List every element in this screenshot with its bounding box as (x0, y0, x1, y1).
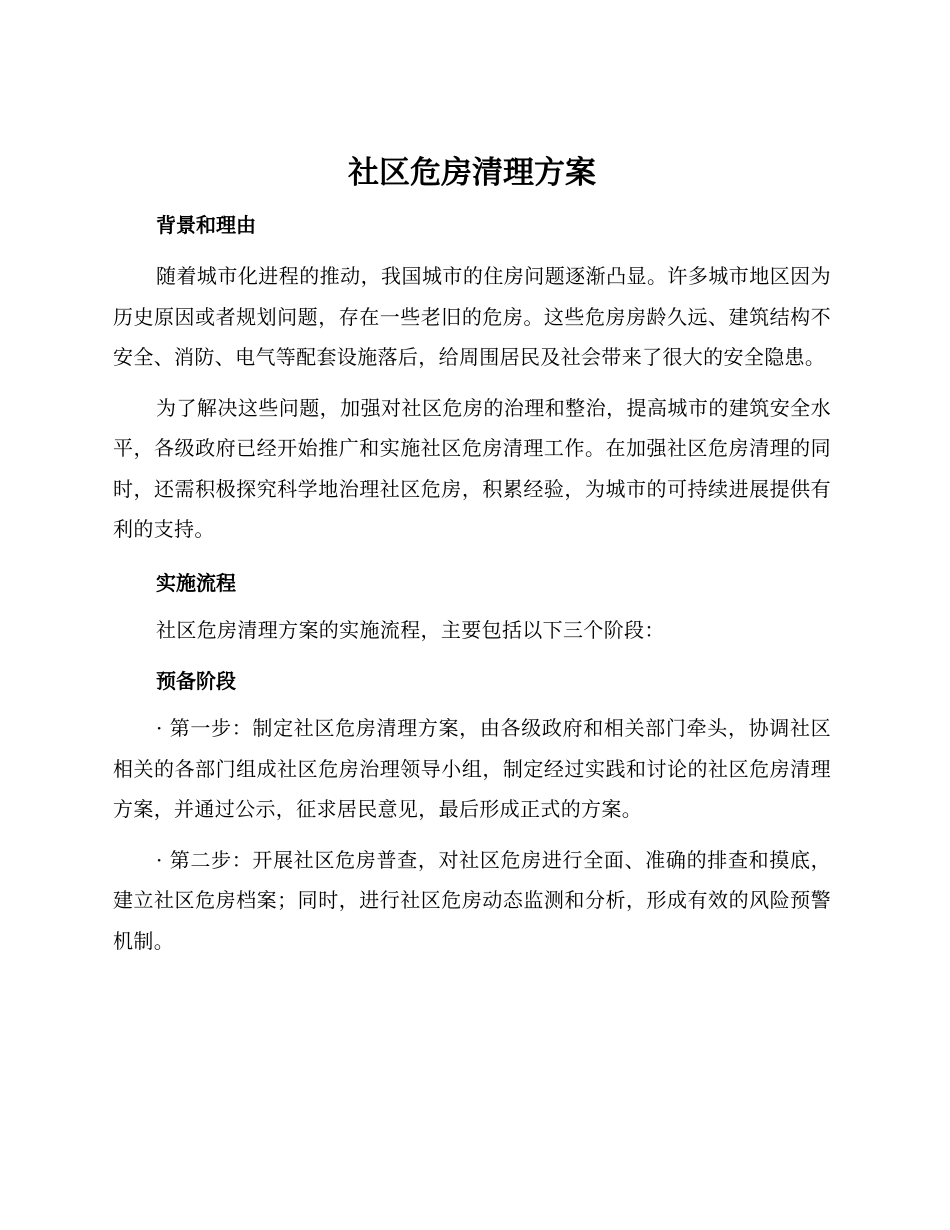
section-heading-preparation: 预备阶段 (156, 669, 236, 693)
section-heading-process: 实施流程 (156, 570, 236, 595)
section-heading-background: 背景和理由 (156, 213, 256, 237)
paragraph-background-1: 随着城市化进程的推动，我国城市的住房问题逐渐凸显。许多城市地区因为历史原因或者规划问题，存在一些老旧的危房。这些危房房龄久远、建筑结构不安全、消防、电气等配套设施落后，给周围居民及社会带来了很大的安全隐患。 (113, 264, 831, 369)
document-body (113, 148, 831, 961)
paragraph-process-intro: 社区危房清理方案的实施流程，主要包括以下三个阶段： (156, 617, 665, 642)
document-title: 社区危房清理方案 (348, 155, 596, 191)
paragraph-step-1: · 第一步：制定社区危房清理方案，由各级政府和相关部门牵头，协调社区相关的各部门组成社区危房治理领导小组，制定经过实践和讨论的社区危房清理方案，并通过公示，征求居民意见，最后形成正式的方案。 (113, 716, 831, 821)
paragraph-background-2: 为了解决这些问题，加强对社区危房的治理和整治，提高城市的建筑安全水平，各级政府已经开始推广和实施社区危房清理工作。在加强社区危房清理的同时，还需积极探究科学地治理社区危房，积累经验，为城市的可持续进展提供有利的支持。 (113, 395, 831, 541)
paragraph-step-2: · 第二步：开展社区危房普查，对社区危房进行全面、准确的排查和摸底，建立社区危房档案；同时，进行社区危房动态监测和分析，形成有效的风险预警机制。 (113, 847, 831, 953)
